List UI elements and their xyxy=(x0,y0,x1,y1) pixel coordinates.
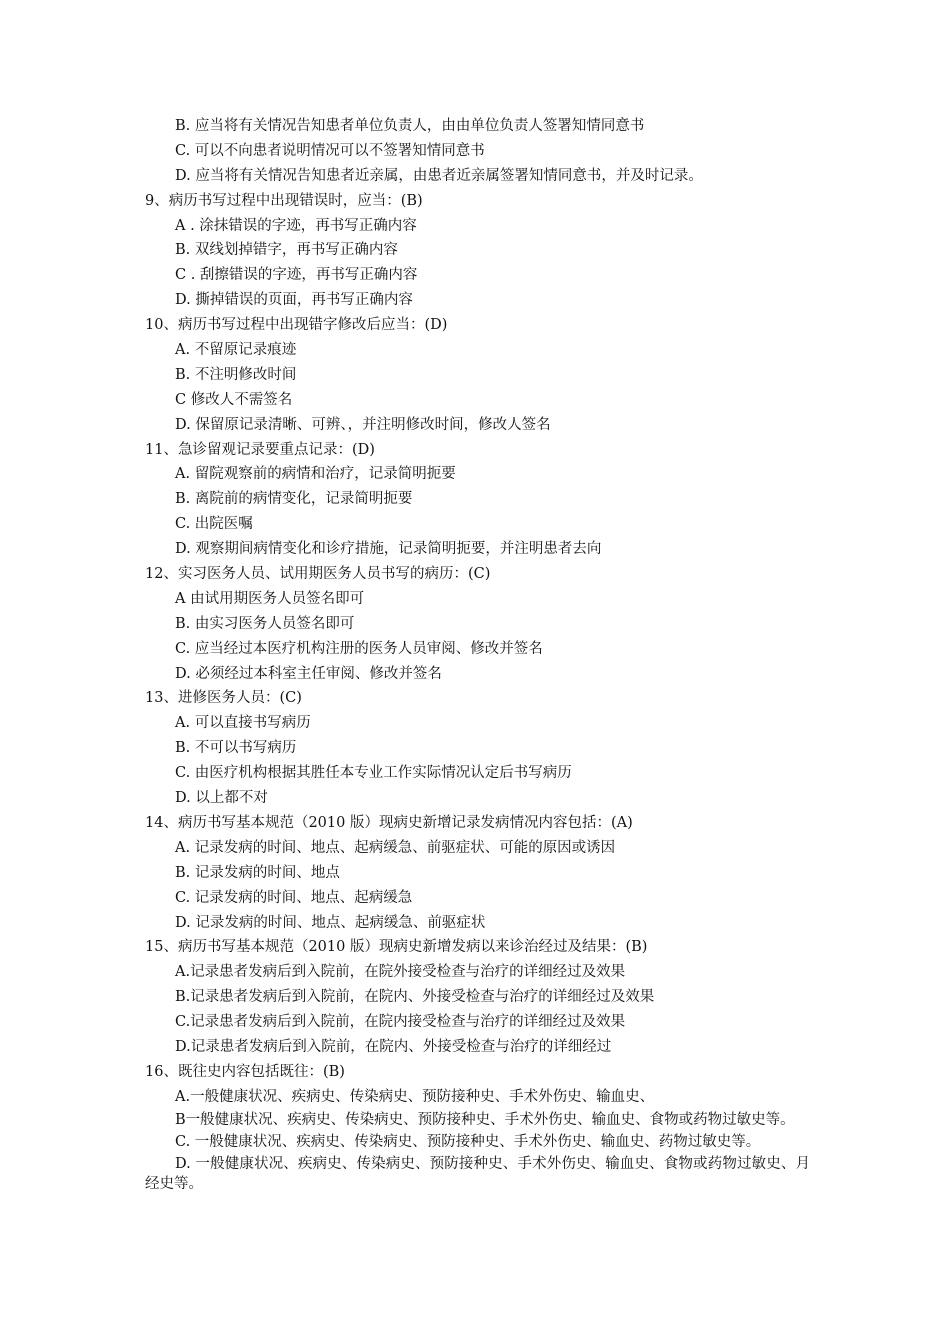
answer-option: D. 记录发病的时间、地点、起病缓急、前驱症状 xyxy=(175,914,486,931)
answer-option-wrapped: B一般健康状况、疾病史、传染病史、预防接种史、手术外伤史、输血史、食物或药物过敏史等。 xyxy=(175,1111,795,1128)
answer-option: C . 刮擦错误的字迹，再书写正确内容 xyxy=(175,267,418,284)
answer-option: A.记录患者发病后到入院前，在院外接受检查与治疗的详细经过及效果 xyxy=(175,964,626,981)
question-stem: 12、实习医务人员、试用期医务人员书写的病历：(C) xyxy=(145,566,491,583)
document-body xyxy=(145,114,810,1194)
answer-option: B. 双线划掉错字，再书写正确内容 xyxy=(175,242,398,259)
answer-option: C.记录患者发病后到入院前，在院内接受检查与治疗的详细经过及效果 xyxy=(175,1014,626,1031)
answer-option: B. 不注明修改时间 xyxy=(175,366,297,383)
answer-option: B. 应当将有关情况告知患者单位负责人，由由单位负责人签署知情同意书 xyxy=(175,118,645,134)
question-stem: 14、病历书写基本规范（2010 版）现病史新增记录发病情况内容包括：(A) xyxy=(145,814,633,831)
answer-option: A. 留院观察前的病情和治疗，记录简明扼要 xyxy=(175,466,456,483)
answer-option: D.记录患者发病后到入院前，在院内、外接受检查与治疗的详细经过 xyxy=(175,1038,612,1055)
question-stem: 11、急诊留观记录要重点记录：(D) xyxy=(145,441,375,458)
answer-option: C. 可以不向患者说明情况可以不签署知情同意书 xyxy=(175,142,485,159)
answer-option: B.记录患者发病后到入院前，在院内、外接受检查与治疗的详细经过及效果 xyxy=(175,989,655,1006)
question-stem: 16、既往史内容包括既往：(B) xyxy=(145,1063,345,1080)
answer-option: D. 撕掉错误的页面，再书写正确内容 xyxy=(175,292,413,309)
question-stem: 10、病历书写过程中出现错字修改后应当：(D) xyxy=(145,317,448,334)
answer-option: A . 涂抹错误的字迹，再书写正确内容 xyxy=(175,217,417,234)
answer-option: A.一般健康状况、疾病史、传染病史、预防接种史、手术外伤史、输血史、 xyxy=(175,1088,655,1105)
answer-option: B. 不可以书写病历 xyxy=(175,740,297,757)
answer-option: A 由试用期医务人员签名即可 xyxy=(175,590,365,607)
answer-option: A. 记录发病的时间、地点、起病缓急、前驱症状、可能的原因或诱因 xyxy=(175,839,616,856)
answer-option: B. 由实习医务人员签名即可 xyxy=(175,615,355,632)
question-stem: 15、病历书写基本规范（2010 版）现病史新增发病以来诊治经过及结果：(B) xyxy=(145,939,648,956)
answer-option: B. 离院前的病情变化，记录简明扼要 xyxy=(175,491,413,508)
answer-option: C 修改人不需签名 xyxy=(175,391,293,408)
question-stem: 13、进修医务人员：(C) xyxy=(145,690,302,707)
answer-option: D. 应当将有关情况告知患者近亲属，由患者近亲属签署知情同意书，并及时记录。 xyxy=(175,167,703,184)
question-lines xyxy=(145,114,810,1110)
answer-option: C. 应当经过本医疗机构注册的医务人员审阅、修改并签名 xyxy=(175,640,543,657)
answer-option: A. 可以直接书写病历 xyxy=(175,715,311,732)
answer-option: D. 必须经过本科室主任审阅、修改并签名 xyxy=(175,665,442,682)
question-stem: 9、病历书写过程中出现错误时，应当：(B) xyxy=(145,192,423,209)
answer-option: D. 保留原记录清晰、可辨、，并注明修改时间，修改人签名 xyxy=(175,416,551,433)
answer-option: D. 观察期间病情变化和诊疗措施，记录简明扼要，并注明患者去向 xyxy=(175,541,602,558)
wrapped-options xyxy=(145,1110,810,1194)
answer-option: A. 不留原记录痕迹 xyxy=(175,342,297,359)
answer-option: C. 由医疗机构根据其胜任本专业工作实际情况认定后书写病历 xyxy=(175,765,572,782)
answer-option: C. 记录发病的时间、地点、起病缓急 xyxy=(175,889,413,906)
answer-option-wrapped: D. 一般健康状况、疾病史、传染病史、预防接种史、手术外伤史、输血史、食物或药物过敏史、月经史等。 xyxy=(145,1155,810,1192)
answer-option: C. 出院医嘱 xyxy=(175,516,253,533)
answer-option: B. 记录发病的时间、地点 xyxy=(175,864,340,881)
answer-option: D. 以上都不对 xyxy=(175,790,268,807)
answer-option-wrapped: C. 一般健康状况、疾病史、传染病史、预防接种史、手术外伤史、输血史、药物过敏史等。 xyxy=(175,1133,761,1150)
